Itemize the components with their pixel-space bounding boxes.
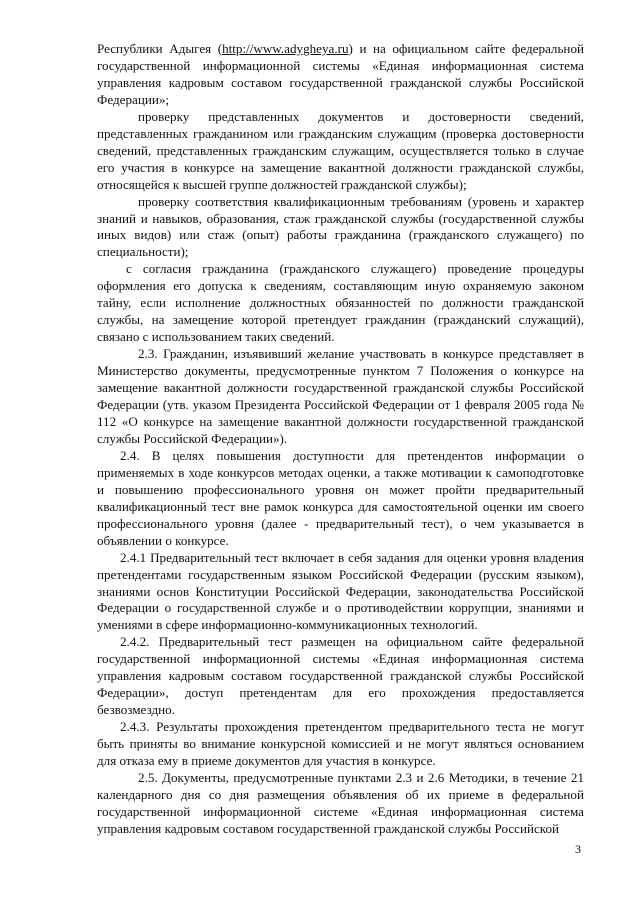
paragraph-2-5: 2.5. Документы, предусмотренные пунктами 2.3 и 2.6 Методики, в течение 21 календарного дня со дня размещения объявления об их приеме в федеральной государственной информационной системе «Единая информационная система управления кадровым составом государственной гражданской службы Российской: [97, 769, 584, 836]
paragraph-3: проверку соответствия квалификационным требованиям (уровень и характер знаний и навыков, образования, стаж гражданской службы (государственной службы иных видов) или стаж (опыт) работы гражданина (гражданского служащего) по специальности);: [97, 193, 584, 260]
paragraph-2-4: 2.4. В целях повышения доступности для претендентов информации о применяемых в ходе конкурсов методах оценки, а также мотивации к самоподготовке и повышению профессионального уровня он может пройти предварительный квалификационный тест вне рамок конкурса для самостоятельной оценки им своего профессионального уровня (далее - предварительный тест), о чем указывается в объявлении о конкурсе.: [97, 447, 584, 548]
paragraph-2: проверку представленных документов и достоверности сведений, представленных гражданином или гражданским служащим (проверка достоверности сведений, представленных гражданским служащим, осуществляется только в случае его участия в конкурсе на замещение вакантной должности гражданской службы, относящейся к высшей группе должностей гражданской службы);: [97, 108, 584, 192]
paragraph-1: [97, 41, 584, 109]
paragraph-2-4-2: 2.4.2. Предварительный тест размещен на официальном сайте федеральной государственной информационной системы «Единая информационная система управления кадровым составом государственной гражданской службы Российской Федерации», доступ претендентам для его прохождения предоставляется безвозмездно.: [97, 634, 584, 718]
document-body: [97, 41, 584, 838]
paragraph-4: с согласия гражданина (гражданского служащего) проведение процедуры оформления его допуска к сведениям, составляющим иную охраняемую законом тайну, если исполнение должностных обязанностей по должности гражданской службы, на замещение которой претендует гражданин (гражданский служащий), связано с использованием таких сведений.: [97, 261, 584, 345]
paragraph-1-start: Республики Адыгея (: [97, 41, 223, 56]
paragraph-2-4-1: 2.4.1 Предварительный тест включает в себя задания для оценки уровня владения претендентами государственным языком Российской Федерации (русским языком), знаниями основ Конституции Российской Федерации, законодательства Российской Федерации о государственной службе и о противодействии коррупции, знаниями и умениями в сфере информационно-коммуникационных технологий.: [97, 549, 584, 633]
paragraph-2-4-3: 2.4.3. Результаты прохождения претендентом предварительного теста не могут быть приняты во внимание конкурсной комиссией и не могут являться основанием для отказа ему в приеме документов для участия в конкурсе.: [97, 719, 584, 769]
website-link[interactable]: http://www.adygheya.ru: [222, 41, 349, 56]
paragraph-1-end: ) и на официальном сайте федеральной государственной информационной системы «Единая информационная система управления кадровым составом государственной гражданской службы Российской Федерации»;: [97, 41, 584, 107]
paragraph-2-3: 2.3. Гражданин, изъявивший желание участвовать в конкурсе представляет в Министерство документы, предусмотренные пунктом 7 Положения о конкурсе на замещение вакантной должности государственной гражданской службы Российской Федерации (утв. указом Президента Российской Федерации от 1 февраля 2005 года № 112 «О конкурсе на замещение вакантной должности государственной гражданской службы Российской Федерации»).: [97, 346, 584, 446]
page-number: 3: [575, 842, 581, 856]
